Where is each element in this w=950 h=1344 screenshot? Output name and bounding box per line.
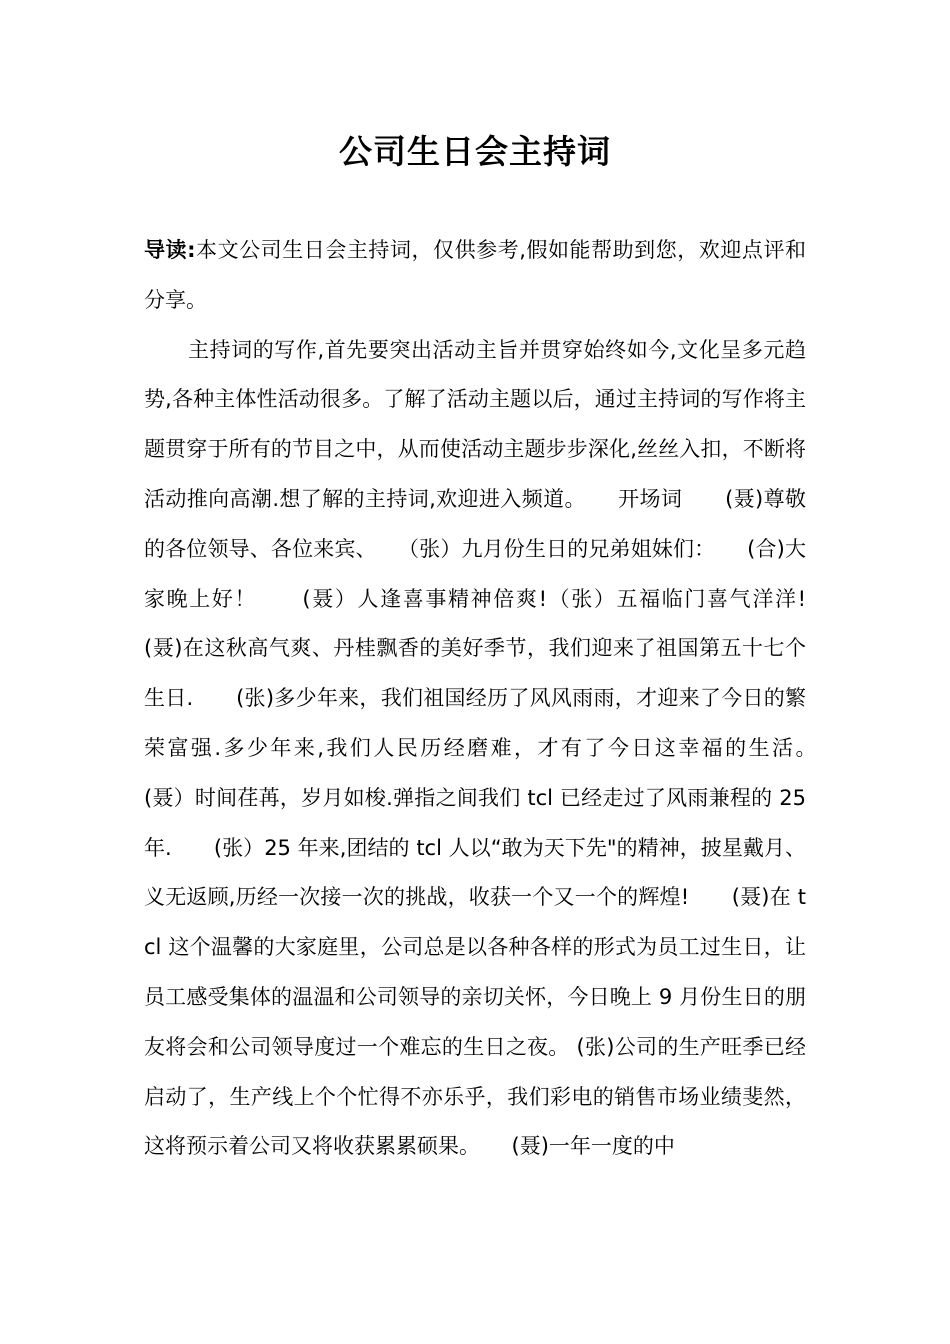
document-body: [144, 226, 848, 1172]
intro-label: 导读:: [144, 238, 196, 262]
intro-text: 本文公司生日会主持词，仅供参考,假如能帮助到您，欢迎点评和分享。: [144, 238, 806, 312]
main-paragraph: 主持词的写作,首先要突出活动主旨并贯穿始终如今,文化呈多元趋势,各种主体性活动很多。了解了活动主题以后，通过主持词的写作将主题贯穿于所有的节目之中，从而使活动主题步步深化,丝丝入扣，不断将活动推向高潮.想了解的主持词,欢迎进入频道。 开场词 (聂)尊敬的各位领导、各位来宾、 （张）九月份生日的兄弟姐妹们： (合)大家晚上好！ (聂）人逢喜事精神倍爽!（张）五福临门喜气洋洋! (聂)在这秋高气爽、丹桂飘香的美好季节，我们迎来了祖国第五十七个生日. (张)多少年来，我们祖国经历了风风雨雨，才迎来了今日的繁荣富强.多少年来,我们人民历经磨难，才有了今日这幸福的生活。 (聂）时间荏苒，岁月如梭.弹指之间我们 tcl 已经走过了风雨兼程的 25 年. (张）25 年来,团结的 tcl 人以“敢为天下先"的精神，披星戴月、义无返顾,历经一次接一次的挑战，收获一个又一个的辉煌! (聂)在 tcl 这个温馨的大家庭里，公司总是以各种各样的形式为员工过生日，让员工感受集体的温温和公司领导的亲切关怀，今日晚上 9 月份生日的朋友将会和公司领导度过一个难忘的生日之夜。 (张)公司的生产旺季已经启动了，生产线上个个忙得不亦乐乎，我们彩电的销售市场业绩斐然，这将预示着公司又将收获累累硕果。 (聂)一年一度的中: [144, 337, 848, 1159]
intro-paragraph: [144, 226, 806, 326]
document-title: 公司生日会主持词: [339, 132, 611, 171]
